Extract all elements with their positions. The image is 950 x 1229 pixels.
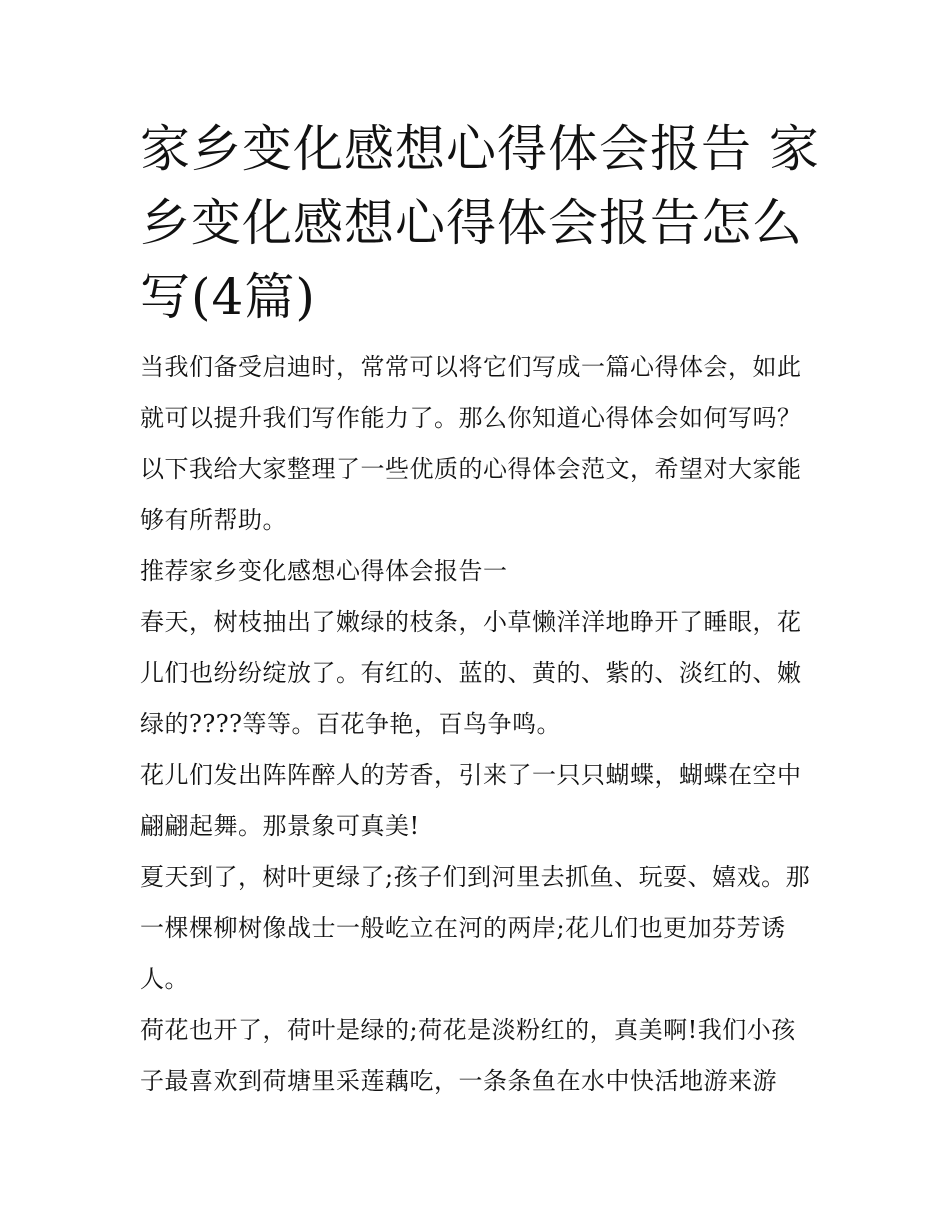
body-paragraph: 春天，树枝抽出了嫩绿的枝条，小草懒洋洋地睁开了睡眼，花儿们也纷纷绽放了。有红的、蓝的、黄的、紫的、淡红的、嫩绿的????等等。百花争艳，百鸟争鸣。 bbox=[140, 608, 802, 738]
body-paragraph: 荷花也开了，荷叶是绿的;荷花是淡粉红的，真美啊!我们小孩子最喜欢到荷塘里采莲藕吃，一条条鱼在水中快活地游来游 bbox=[140, 1016, 796, 1095]
body-paragraph: 花儿们发出阵阵醉人的芳香，引来了一只只蝴蝶，蝴蝶在空中翩翩起舞。那景象可真美! bbox=[140, 761, 802, 840]
document-body bbox=[140, 112, 820, 1107]
document-title: 家乡变化感想心得体会报告 家乡变化感想心得体会报告怎么写(4篇) bbox=[140, 120, 820, 326]
intro-paragraph: 当我们备受启迪时，常常可以将它们写成一篇心得体会，如此就可以提升我们写作能力了。那么你知道心得体会如何写吗？以下我给大家整理了一些优质的心得体会范文，希望对大家能够有所帮助。 bbox=[140, 353, 802, 534]
body-paragraph: 夏天到了，树叶更绿了;孩子们到河里去抓鱼、玩耍、嬉戏。那一棵棵柳树像战士一般屹立在河的两岸;花儿们也更加芬芳诱人。 bbox=[140, 863, 811, 993]
section-heading: 推荐家乡变化感想心得体会报告一 bbox=[140, 557, 508, 585]
